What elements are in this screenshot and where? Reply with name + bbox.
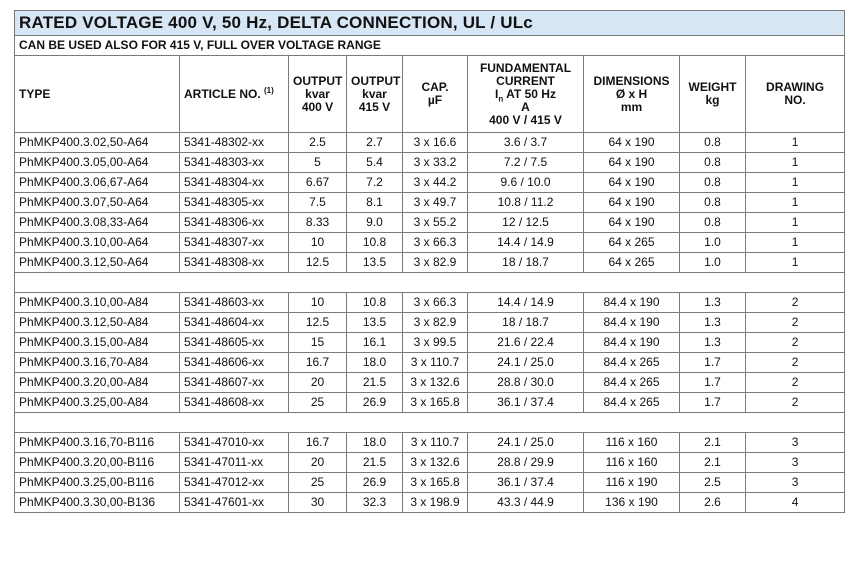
cell-current: 7.2 / 7.5 [468, 153, 584, 173]
cell-cap: 3 x 49.7 [403, 193, 468, 213]
cell-drawing: 2 [746, 293, 845, 313]
cell-current: 36.1 / 37.4 [468, 473, 584, 493]
cell-output-415: 26.9 [347, 473, 403, 493]
cell-drawing: 1 [746, 133, 845, 153]
table-row [15, 293, 845, 313]
spec-table-container [14, 10, 844, 513]
cell-article: 5341-47012-xx [180, 473, 289, 493]
cell-output-400: 12.5 [289, 313, 347, 333]
cell-type: PhMKP400.3.06,67-A64 [15, 173, 180, 193]
cell-weight: 0.8 [680, 153, 746, 173]
cell-article: 5341-48604-xx [180, 313, 289, 333]
cell-type: PhMKP400.3.12,50-A64 [15, 253, 180, 273]
cell-dimensions: 136 x 190 [584, 493, 680, 513]
cell-output-400: 25 [289, 393, 347, 413]
cell-drawing: 2 [746, 313, 845, 333]
cell-article: 5341-48303-xx [180, 153, 289, 173]
cell-drawing: 2 [746, 373, 845, 393]
cell-type: PhMKP400.3.15,00-A84 [15, 333, 180, 353]
cell-output-400: 30 [289, 493, 347, 513]
cell-output-415: 10.8 [347, 293, 403, 313]
cell-current: 18 / 18.7 [468, 253, 584, 273]
cell-dimensions: 116 x 160 [584, 453, 680, 473]
cell-drawing: 1 [746, 213, 845, 233]
group-separator [15, 413, 845, 433]
cell-drawing: 3 [746, 433, 845, 453]
cell-cap: 3 x 165.8 [403, 473, 468, 493]
cell-output-400: 15 [289, 333, 347, 353]
header-fundamental-current: FUNDAMENTAL CURRENT $I_n$ AT 50 Hz A 400 V / 415 V [468, 56, 584, 133]
cell-cap: 3 x 66.3 [403, 233, 468, 253]
header-article: ARTICLE NO. $^{(1)}$ [180, 56, 289, 133]
group-separator-row [15, 273, 845, 293]
cell-current: 9.6 / 10.0 [468, 173, 584, 193]
header-output-415: OUTPUT kvar 415 V [347, 56, 403, 133]
table-row [15, 253, 845, 273]
cell-output-415: 18.0 [347, 353, 403, 373]
cell-article: 5341-48606-xx [180, 353, 289, 373]
group-separator-row [15, 413, 845, 433]
cell-output-415: 8.1 [347, 193, 403, 213]
cell-drawing: 4 [746, 493, 845, 513]
cell-drawing: 1 [746, 193, 845, 213]
cell-type: PhMKP400.3.08,33-A64 [15, 213, 180, 233]
cell-cap: 3 x 44.2 [403, 173, 468, 193]
cell-weight: 1.3 [680, 313, 746, 333]
cell-drawing: 3 [746, 473, 845, 493]
cell-article: 5341-47601-xx [180, 493, 289, 513]
cell-current: 24.1 / 25.0 [468, 353, 584, 373]
cell-current: 10.8 / 11.2 [468, 193, 584, 213]
cell-drawing: 3 [746, 453, 845, 473]
cell-type: PhMKP400.3.02,50-A64 [15, 133, 180, 153]
subtitle-row [15, 36, 845, 56]
cell-cap: 3 x 66.3 [403, 293, 468, 313]
group-separator [15, 273, 845, 293]
cell-cap: 3 x 82.9 [403, 253, 468, 273]
cell-type: PhMKP400.3.25,00-B116 [15, 473, 180, 493]
cell-weight: 2.1 [680, 453, 746, 473]
cell-output-415: 21.5 [347, 453, 403, 473]
cell-output-415: 13.5 [347, 313, 403, 333]
cell-weight: 2.6 [680, 493, 746, 513]
cell-weight: 0.8 [680, 213, 746, 233]
cell-article: 5341-48306-xx [180, 213, 289, 233]
cell-article: 5341-48304-xx [180, 173, 289, 193]
table-body [15, 133, 845, 513]
cell-dimensions: 84.4 x 265 [584, 393, 680, 413]
cell-dimensions: 84.4 x 190 [584, 313, 680, 333]
cell-type: PhMKP400.3.30,00-B136 [15, 493, 180, 513]
cell-cap: 3 x 165.8 [403, 393, 468, 413]
cell-type: PhMKP400.3.16,70-B116 [15, 433, 180, 453]
cell-weight: 1.7 [680, 393, 746, 413]
cell-cap: 3 x 82.9 [403, 313, 468, 333]
cell-drawing: 2 [746, 393, 845, 413]
cell-output-400: 16.7 [289, 353, 347, 373]
cell-weight: 1.3 [680, 333, 746, 353]
cell-output-400: 8.33 [289, 213, 347, 233]
table-row [15, 213, 845, 233]
cell-output-415: 5.4 [347, 153, 403, 173]
table-row [15, 133, 845, 153]
cell-current: 43.3 / 44.9 [468, 493, 584, 513]
cell-drawing: 1 [746, 253, 845, 273]
cell-type: PhMKP400.3.10,00-A84 [15, 293, 180, 313]
cell-dimensions: 64 x 190 [584, 173, 680, 193]
cell-article: 5341-47010-xx [180, 433, 289, 453]
cell-weight: 2.5 [680, 473, 746, 493]
cell-output-415: 16.1 [347, 333, 403, 353]
cell-current: 24.1 / 25.0 [468, 433, 584, 453]
cell-output-415: 9.0 [347, 213, 403, 233]
cell-output-400: 10 [289, 293, 347, 313]
cell-article: 5341-48308-xx [180, 253, 289, 273]
cell-output-400: 2.5 [289, 133, 347, 153]
cell-article: 5341-48302-xx [180, 133, 289, 153]
cell-article: 5341-48305-xx [180, 193, 289, 213]
cell-type: PhMKP400.3.05,00-A64 [15, 153, 180, 173]
cell-dimensions: 84.4 x 190 [584, 293, 680, 313]
cell-article: 5341-48608-xx [180, 393, 289, 413]
cell-output-415: 7.2 [347, 173, 403, 193]
cell-type: PhMKP400.3.12,50-A84 [15, 313, 180, 333]
cell-type: PhMKP400.3.10,00-A64 [15, 233, 180, 253]
cell-dimensions: 84.4 x 190 [584, 333, 680, 353]
cell-type: PhMKP400.3.20,00-B116 [15, 453, 180, 473]
cell-weight: 0.8 [680, 173, 746, 193]
header-drawing: DRAWING NO. [746, 56, 845, 133]
cell-cap: 3 x 99.5 [403, 333, 468, 353]
table-row [15, 153, 845, 173]
cell-cap: 3 x 16.6 [403, 133, 468, 153]
cell-weight: 1.7 [680, 373, 746, 393]
cell-output-400: 25 [289, 473, 347, 493]
cell-output-415: 10.8 [347, 233, 403, 253]
cell-cap: 3 x 110.7 [403, 433, 468, 453]
header-type: TYPE [15, 56, 180, 133]
cell-drawing: 1 [746, 173, 845, 193]
table-row [15, 473, 845, 493]
cell-current: 28.8 / 29.9 [468, 453, 584, 473]
spec-table [14, 10, 845, 513]
cell-dimensions: 84.4 x 265 [584, 373, 680, 393]
cell-article: 5341-48607-xx [180, 373, 289, 393]
cell-output-400: 20 [289, 453, 347, 473]
cell-cap: 3 x 33.2 [403, 153, 468, 173]
header-weight: WEIGHT kg [680, 56, 746, 133]
cell-output-400: 7.5 [289, 193, 347, 213]
header-cap: CAP. µF [403, 56, 468, 133]
table-row [15, 493, 845, 513]
table-row [15, 233, 845, 253]
cell-dimensions: 64 x 190 [584, 213, 680, 233]
cell-dimensions: 84.4 x 265 [584, 353, 680, 373]
cell-current: 3.6 / 3.7 [468, 133, 584, 153]
cell-output-400: 20 [289, 373, 347, 393]
table-row [15, 193, 845, 213]
cell-current: 14.4 / 14.9 [468, 233, 584, 253]
cell-weight: 2.1 [680, 433, 746, 453]
cell-current: 21.6 / 22.4 [468, 333, 584, 353]
cell-cap: 3 x 132.6 [403, 453, 468, 473]
cell-drawing: 1 [746, 153, 845, 173]
cell-current: 36.1 / 37.4 [468, 393, 584, 413]
cell-type: PhMKP400.3.20,00-A84 [15, 373, 180, 393]
cell-current: 28.8 / 30.0 [468, 373, 584, 393]
table-row [15, 393, 845, 413]
table-title: RATED VOLTAGE 400 V, 50 Hz, DELTA CONNECTION, UL / ULc [15, 11, 845, 36]
table-row [15, 173, 845, 193]
header-dimensions: DIMENSIONS Ø x H mm [584, 56, 680, 133]
cell-output-415: 26.9 [347, 393, 403, 413]
cell-weight: 1.0 [680, 253, 746, 273]
cell-article: 5341-48603-xx [180, 293, 289, 313]
cell-output-400: 6.67 [289, 173, 347, 193]
cell-output-415: 32.3 [347, 493, 403, 513]
cell-dimensions: 64 x 190 [584, 133, 680, 153]
cell-output-400: 12.5 [289, 253, 347, 273]
cell-current: 12 / 12.5 [468, 213, 584, 233]
cell-output-415: 21.5 [347, 373, 403, 393]
table-row [15, 353, 845, 373]
cell-type: PhMKP400.3.16,70-A84 [15, 353, 180, 373]
table-row [15, 373, 845, 393]
cell-weight: 0.8 [680, 193, 746, 213]
cell-cap: 3 x 55.2 [403, 213, 468, 233]
cell-dimensions: 64 x 190 [584, 153, 680, 173]
cell-article: 5341-47011-xx [180, 453, 289, 473]
cell-current: 18 / 18.7 [468, 313, 584, 333]
cell-cap: 3 x 132.6 [403, 373, 468, 393]
cell-output-400: 16.7 [289, 433, 347, 453]
cell-type: PhMKP400.3.25,00-A84 [15, 393, 180, 413]
cell-dimensions: 116 x 160 [584, 433, 680, 453]
cell-article: 5341-48307-xx [180, 233, 289, 253]
cell-weight: 0.8 [680, 133, 746, 153]
header-output-400: OUTPUT kvar 400 V [289, 56, 347, 133]
cell-dimensions: 64 x 265 [584, 253, 680, 273]
cell-output-400: 5 [289, 153, 347, 173]
cell-output-400: 10 [289, 233, 347, 253]
table-row [15, 333, 845, 353]
cell-dimensions: 116 x 190 [584, 473, 680, 493]
cell-dimensions: 64 x 190 [584, 193, 680, 213]
header-row [15, 56, 845, 133]
cell-weight: 1.7 [680, 353, 746, 373]
cell-output-415: 13.5 [347, 253, 403, 273]
table-row [15, 453, 845, 473]
table-row [15, 313, 845, 333]
cell-output-415: 18.0 [347, 433, 403, 453]
cell-weight: 1.3 [680, 293, 746, 313]
cell-drawing: 2 [746, 353, 845, 373]
cell-cap: 3 x 198.9 [403, 493, 468, 513]
cell-drawing: 1 [746, 233, 845, 253]
cell-weight: 1.0 [680, 233, 746, 253]
cell-cap: 3 x 110.7 [403, 353, 468, 373]
title-row [15, 11, 845, 36]
cell-type: PhMKP400.3.07,50-A64 [15, 193, 180, 213]
cell-drawing: 2 [746, 333, 845, 353]
table-subtitle: CAN BE USED ALSO FOR 415 V, FULL OVER VOLTAGE RANGE [15, 36, 845, 56]
cell-dimensions: 64 x 265 [584, 233, 680, 253]
table-row [15, 433, 845, 453]
cell-current: 14.4 / 14.9 [468, 293, 584, 313]
cell-output-415: 2.7 [347, 133, 403, 153]
cell-article: 5341-48605-xx [180, 333, 289, 353]
